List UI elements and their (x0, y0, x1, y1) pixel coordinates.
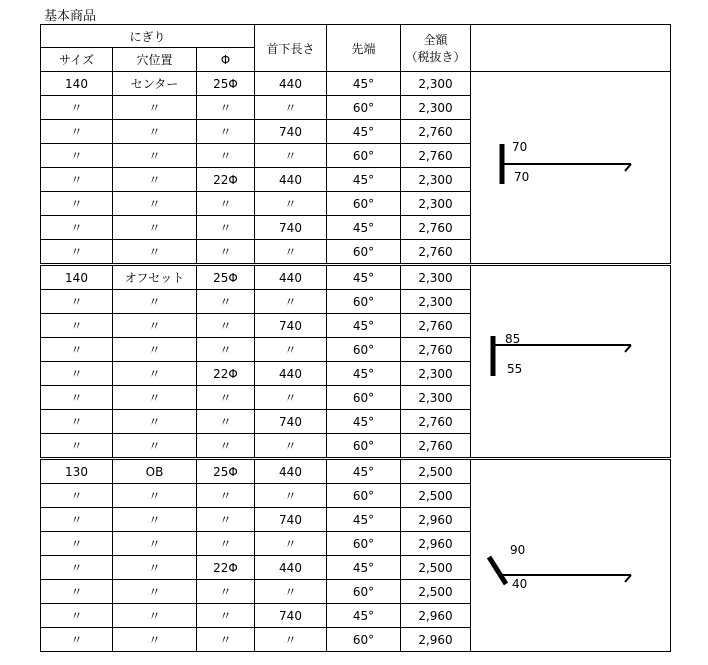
amount-cell: 2,300 (401, 96, 471, 120)
hole-position-cell: 〃 (113, 240, 197, 265)
header-tip: 先端 (327, 25, 401, 72)
phi-cell: 〃 (197, 484, 255, 508)
phi-cell: 〃 (197, 314, 255, 338)
amount-cell: 2,760 (401, 434, 471, 459)
phi-cell: 〃 (197, 604, 255, 628)
size-cell: 〃 (41, 556, 113, 580)
tip-diagram (471, 72, 671, 264)
hole-position-cell: 〃 (113, 532, 197, 556)
table-row (41, 72, 671, 96)
hole-position-cell: 〃 (113, 314, 197, 338)
table-row (41, 459, 671, 484)
hole-position-cell: 〃 (113, 192, 197, 216)
tip-cell: 60° (327, 434, 401, 459)
neck-length-cell: 440 (255, 556, 327, 580)
shaft-end (625, 575, 631, 582)
amount-cell: 2,760 (401, 216, 471, 240)
tip-diagram (471, 266, 671, 458)
phi-cell: 25Φ (197, 265, 255, 290)
size-cell: 〃 (41, 96, 113, 120)
phi-cell: 〃 (197, 120, 255, 144)
neck-length-cell: 440 (255, 168, 327, 192)
size-cell: 140 (41, 72, 113, 96)
phi-cell: 〃 (197, 628, 255, 652)
size-cell: 〃 (41, 628, 113, 652)
size-cell: 〃 (41, 484, 113, 508)
tip-cell: 45° (327, 265, 401, 290)
page-title: 基本商品 (44, 9, 97, 24)
amount-cell: 2,300 (401, 168, 471, 192)
tip-cell: 45° (327, 410, 401, 434)
size-cell: 〃 (41, 532, 113, 556)
phi-cell: 25Φ (197, 459, 255, 484)
amount-cell: 2,300 (401, 72, 471, 96)
neck-length-cell: 440 (255, 459, 327, 484)
size-cell: 140 (41, 265, 113, 290)
tip-cell: 45° (327, 168, 401, 192)
hole-position-cell: 〃 (113, 580, 197, 604)
tip-cell: 60° (327, 628, 401, 652)
amount-cell: 2,300 (401, 192, 471, 216)
size-cell: 〃 (41, 434, 113, 459)
phi-cell: 〃 (197, 290, 255, 314)
neck-length-cell: 〃 (255, 386, 327, 410)
phi-cell: 〃 (197, 508, 255, 532)
hole-position-cell: 〃 (113, 144, 197, 168)
hole-position-cell: 〃 (113, 362, 197, 386)
upper-length-label: 90 (510, 543, 526, 557)
size-cell: 〃 (41, 120, 113, 144)
tip-cell: 60° (327, 290, 401, 314)
neck-length-cell: 〃 (255, 338, 327, 362)
phi-cell: 〃 (197, 410, 255, 434)
phi-cell: 〃 (197, 240, 255, 265)
phi-cell: 〃 (197, 192, 255, 216)
neck-length-cell: 〃 (255, 240, 327, 265)
phi-cell: 22Φ (197, 556, 255, 580)
phi-cell: 〃 (197, 580, 255, 604)
neck-length-cell: 〃 (255, 580, 327, 604)
tip-cell: 60° (327, 484, 401, 508)
amount-cell: 2,960 (401, 532, 471, 556)
tip-diagram-cell (471, 72, 671, 265)
neck-length-cell: 〃 (255, 192, 327, 216)
hole-position-cell: 〃 (113, 338, 197, 362)
tip-cell: 45° (327, 72, 401, 96)
size-cell: 〃 (41, 216, 113, 240)
size-cell: 〃 (41, 410, 113, 434)
amount-cell: 2,760 (401, 338, 471, 362)
amount-cell: 2,500 (401, 484, 471, 508)
hole-position-cell: OB (113, 459, 197, 484)
hole-position-cell: 〃 (113, 556, 197, 580)
tip-cell: 60° (327, 96, 401, 120)
tip-cell: 45° (327, 120, 401, 144)
neck-length-cell: 440 (255, 265, 327, 290)
size-cell: 〃 (41, 362, 113, 386)
tip-cell: 45° (327, 314, 401, 338)
hole-position-cell: 〃 (113, 434, 197, 459)
header-nigiri: にぎり (41, 25, 255, 48)
tip-cell: 45° (327, 556, 401, 580)
upper-length-label: 70 (512, 140, 528, 154)
tip-bar (489, 557, 506, 584)
neck-length-cell: 740 (255, 508, 327, 532)
neck-length-cell: 740 (255, 216, 327, 240)
tip-cell: 45° (327, 459, 401, 484)
size-cell: 〃 (41, 508, 113, 532)
neck-length-cell: 440 (255, 362, 327, 386)
neck-length-cell: 〃 (255, 144, 327, 168)
neck-length-cell: 740 (255, 314, 327, 338)
phi-cell: 22Φ (197, 362, 255, 386)
size-cell: 130 (41, 459, 113, 484)
tip-cell: 60° (327, 192, 401, 216)
phi-cell: 〃 (197, 96, 255, 120)
phi-cell: 〃 (197, 434, 255, 459)
tip-cell: 45° (327, 362, 401, 386)
hole-position-cell: 〃 (113, 120, 197, 144)
tip-cell: 60° (327, 580, 401, 604)
amount-cell: 2,960 (401, 628, 471, 652)
header-diagram (471, 25, 671, 72)
upper-length-label: 85 (505, 332, 521, 346)
size-cell: 〃 (41, 386, 113, 410)
hole-position-cell: 〃 (113, 168, 197, 192)
tip-cell: 60° (327, 338, 401, 362)
size-cell: 〃 (41, 168, 113, 192)
tip-diagram-cell (471, 265, 671, 459)
product-table (40, 24, 671, 652)
amount-cell: 2,300 (401, 265, 471, 290)
neck-length-cell: 740 (255, 410, 327, 434)
phi-cell: 〃 (197, 338, 255, 362)
tip-diagram-cell (471, 459, 671, 652)
neck-length-cell: 〃 (255, 628, 327, 652)
phi-cell: 25Φ (197, 72, 255, 96)
lower-length-label: 70 (514, 170, 530, 184)
size-cell: 〃 (41, 314, 113, 338)
phi-cell: 〃 (197, 532, 255, 556)
tip-cell: 60° (327, 240, 401, 265)
hole-position-cell: 〃 (113, 604, 197, 628)
tip-cell: 60° (327, 386, 401, 410)
amount-cell: 2,960 (401, 508, 471, 532)
phi-cell: 〃 (197, 216, 255, 240)
neck-length-cell: 〃 (255, 96, 327, 120)
hole-position-cell: 〃 (113, 484, 197, 508)
phi-cell: 〃 (197, 386, 255, 410)
tip-cell: 45° (327, 216, 401, 240)
neck-length-cell: 〃 (255, 532, 327, 556)
size-cell: 〃 (41, 604, 113, 628)
neck-length-cell: 〃 (255, 434, 327, 459)
amount-cell: 2,300 (401, 362, 471, 386)
neck-length-cell: 740 (255, 120, 327, 144)
hole-position-cell: 〃 (113, 410, 197, 434)
hole-position-cell: センター (113, 72, 197, 96)
amount-cell: 2,500 (401, 580, 471, 604)
table-row (41, 265, 671, 290)
header-phi: Φ (197, 48, 255, 72)
tip-cell: 60° (327, 144, 401, 168)
header-hole-position: 穴位置 (113, 48, 197, 72)
size-cell: 〃 (41, 144, 113, 168)
lower-length-label: 40 (512, 577, 528, 591)
header-neck-length: 首下長さ (255, 25, 327, 72)
amount-cell: 2,760 (401, 120, 471, 144)
amount-cell: 2,500 (401, 459, 471, 484)
amount-cell: 2,760 (401, 410, 471, 434)
neck-length-cell: 〃 (255, 484, 327, 508)
phi-cell: 22Φ (197, 168, 255, 192)
size-cell: 〃 (41, 338, 113, 362)
tip-cell: 45° (327, 508, 401, 532)
amount-cell: 2,760 (401, 314, 471, 338)
amount-cell: 2,760 (401, 240, 471, 265)
neck-length-cell: 440 (255, 72, 327, 96)
tip-cell: 60° (327, 532, 401, 556)
size-cell: 〃 (41, 290, 113, 314)
neck-length-cell: 〃 (255, 290, 327, 314)
hole-position-cell: 〃 (113, 386, 197, 410)
hole-position-cell: 〃 (113, 216, 197, 240)
header-amount-label: 全額 (423, 33, 448, 47)
neck-length-cell: 740 (255, 604, 327, 628)
size-cell: 〃 (41, 240, 113, 265)
header-amount (401, 25, 471, 72)
shaft-end (625, 345, 631, 352)
hole-position-cell: オフセット (113, 265, 197, 290)
amount-cell: 2,760 (401, 144, 471, 168)
size-cell: 〃 (41, 192, 113, 216)
amount-cell: 2,500 (401, 556, 471, 580)
size-cell: 〃 (41, 580, 113, 604)
hole-position-cell: 〃 (113, 290, 197, 314)
tip-cell: 45° (327, 604, 401, 628)
tip-diagram (471, 460, 671, 652)
amount-cell: 2,300 (401, 290, 471, 314)
amount-cell: 2,960 (401, 604, 471, 628)
hole-position-cell: 〃 (113, 508, 197, 532)
hole-position-cell: 〃 (113, 96, 197, 120)
header-size: サイズ (41, 48, 113, 72)
hole-position-cell: 〃 (113, 628, 197, 652)
header-amount-note: （税抜き） (405, 50, 466, 64)
lower-length-label: 55 (507, 362, 523, 376)
amount-cell: 2,300 (401, 386, 471, 410)
shaft-end (625, 164, 631, 171)
phi-cell: 〃 (197, 144, 255, 168)
